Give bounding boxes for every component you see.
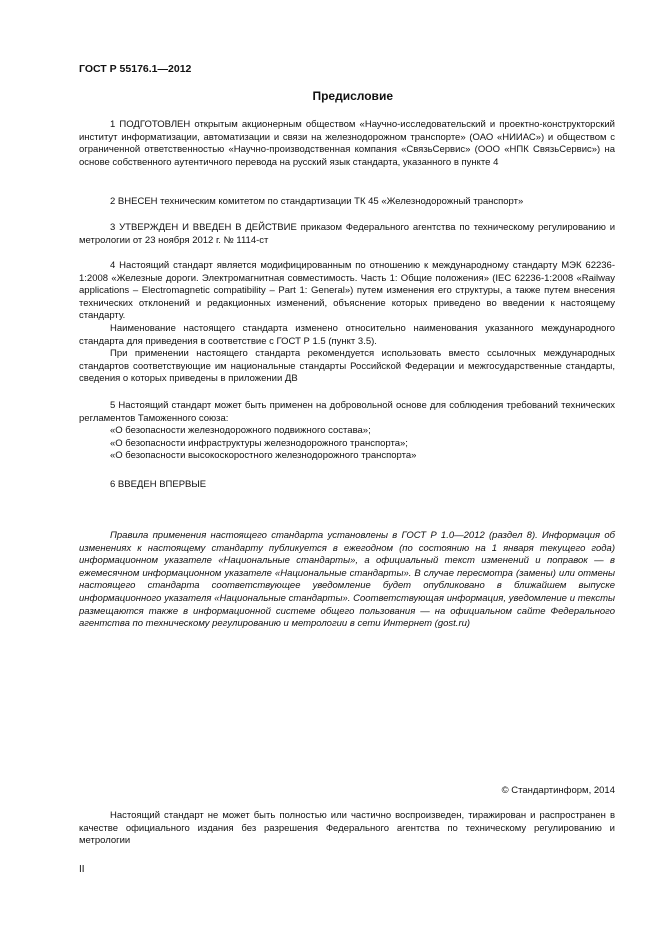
item-3-text: 3 УТВЕРЖДЕН И ВВЕДЕН В ДЕЙСТВИЕ приказом Федерального агентства по техническому регулированию и метрологии от 23 ноября 2012 г. № 1114-ст xyxy=(79,222,615,246)
item-4-paragraph-2: Наименование настоящего стандарта изменено относительно наименования указанного международного стандарта для приведения в соответствие с ГОСТ Р 1.5 (пункт 3.5). xyxy=(79,322,615,347)
item-5-list-item-1: «О безопасности железнодорожного подвижного состава»; xyxy=(110,425,371,437)
item-3 xyxy=(79,222,615,247)
item-6-text: 6 ВВЕДЕН ВПЕРВЫЕ xyxy=(110,479,207,490)
copyright: © Стандартинформ, 2014 xyxy=(501,785,615,796)
standards-notice xyxy=(79,530,615,631)
page-number: II xyxy=(79,864,85,875)
item-4-paragraph-1: 4 Настоящий стандарт является модифицированным по отношению к международному стандарту МЭК 62236-1:2008 «Железные дороги. Электромагнитная совместимость. Часть 1: Общие положения» (IEC 62236-1:2008 «Railway applications – Electromagnetic compatibility – Part 1: General») путем изменения его структуры, а также путем внесения технических отклонений и редакционных изменений, объяснение которых приведено во введении к настоящему стандарту. xyxy=(79,260,615,322)
item-1 xyxy=(79,119,615,169)
reproduction-notice-text: Настоящий стандарт не может быть полностью или частично воспроизведен, тиражирован и распространен в качестве официального издания без разрешения Федерального агентства по техническому регулированию и метрологии xyxy=(79,810,615,847)
item-1-text: 1 ПОДГОТОВЛЕН открытым акционерным обществом «Научно-исследовательский и проектно-конструкторский институт информатизации, автоматизации и связи на железнодорожном транспорте» (ОАО «НИИАС») и обществом с ограниченной ответственностью «Научно-производственная компания «СвязьСервис» (ООО «НПК СвязьСервис») на основе собственного аутентичного перевода на русский язык стандарта, указанного в пункте 4 xyxy=(79,119,615,168)
page-title: Предисловие xyxy=(312,89,393,103)
reproduction-notice xyxy=(79,810,615,848)
item-4 xyxy=(79,260,615,386)
item-2-text: 2 ВНЕСЕН техническим комитетом по стандартизации ТК 45 «Железнодорожный транспорт» xyxy=(110,196,524,207)
document-code: ГОСТ Р 55176.1—2012 xyxy=(79,63,192,75)
item-2 xyxy=(79,196,615,209)
item-5-text: 5 Настоящий стандарт может быть применен на добровольной основе для соблюдения требований технических регламентов Таможенного союза: xyxy=(79,400,615,424)
item-6 xyxy=(79,479,615,492)
item-4-paragraph-3: При применении настоящего стандарта рекомендуется использовать вместо ссылочных международных стандартов соответствующие им национальные стандарты Российской Федерации и межгосударственные стандарты, сведения о которых приведены в приложении ДВ xyxy=(79,348,615,385)
item-5 xyxy=(79,400,615,463)
item-5-list-item-3: «О безопасности высокоскоростного железнодорожного транспорта» xyxy=(110,450,417,462)
standards-notice-text: Правила применения настоящего стандарта установлены в ГОСТ Р 1.0—2012 (раздел 8). Информация об изменениях к настоящему стандарту публикуется в ежегодном (по состоянию на 1 января текущего года) информационном указателе «Национальные стандарты», а официальный текст изменений и поправок — в ежемесячном информационном указателе «Национальные стандарты». В случае пересмотра (замены) или отмены настоящего стандарта соответствующее уведомление будет опубликовано в ближайшем выпуске информационного указателя «Национальные стандарты». Соответствующая информация, уведомление и тексты размещаются также в информационной системе общего пользования — на официальном сайте Федерального агентства по техническому регулированию и метрологии в сети Интернет (gost.ru) xyxy=(79,530,615,630)
item-5-list-item-2: «О безопасности инфраструктуры железнодорожного транспорта»; xyxy=(110,437,408,449)
